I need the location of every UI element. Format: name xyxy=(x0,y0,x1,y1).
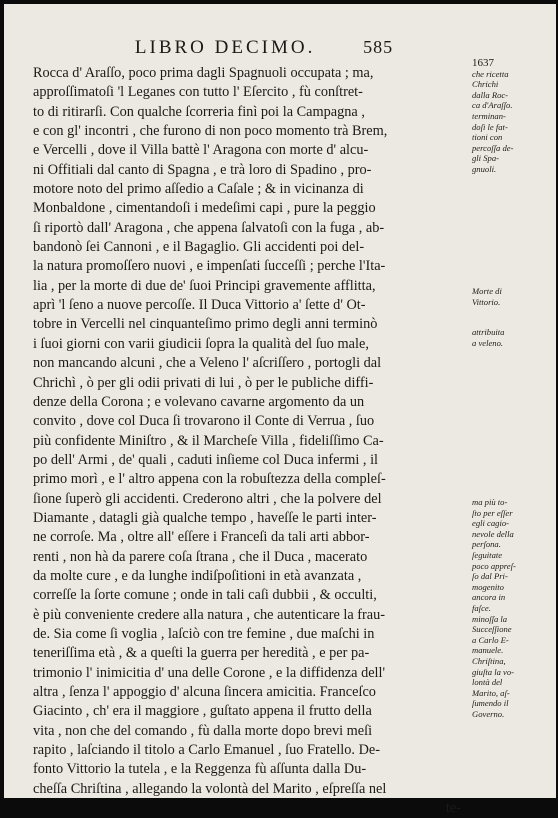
text-line: ni Offitiali dal canto di Spagna , e trà loro di Spadino , pro- xyxy=(33,161,372,178)
text-line: Diamante , datagli già qualche tempo , haveſſe le parti inter- xyxy=(33,509,377,526)
margin-note-line: Governo. xyxy=(472,708,505,719)
margin-note-line: che ricetta xyxy=(472,68,509,79)
margin-note-line: ſo dal Pri- xyxy=(472,571,508,582)
catchword: te- xyxy=(445,800,461,817)
text-line: po dell' Armi , de' quali , caduti inſieme col Duca infermi , il xyxy=(33,451,379,468)
margin-note-line: egli cagio- xyxy=(472,518,509,529)
margin-note-line: poco appreſ- xyxy=(472,560,516,571)
text-line: i ſuoi giorni con varii giudicii ſopra la qualità del ſuo male, xyxy=(33,335,369,352)
text-line: correſſe la ſorte comune ; onde in tali caſi dubbii , & occulti, xyxy=(33,587,377,604)
text-line: rapito , laſciando il titolo a Carlo Emanuel , ſuo Fratello. De- xyxy=(33,742,381,759)
margin-note-line: terminan- xyxy=(472,110,506,121)
text-line: e Vercelli , dove il Villa battè l' Aragona con morte d' alcu- xyxy=(33,142,369,159)
margin-note-line: perſona. xyxy=(472,539,501,550)
margin-note-line: gli Spa- xyxy=(472,153,499,164)
text-line: bandonò ſei Cannoni , e il Bagaglio. Gli accidenti poi del- xyxy=(33,239,365,256)
text-line: non mancando alcuni , che a Veleno l' aſcriſſero , portogli dal xyxy=(33,355,382,372)
margin-year: 1637 xyxy=(472,57,494,69)
text-line: convito , dove col Duca ſi trovarono il Conte di Verrua , ſuo xyxy=(33,413,375,430)
text-line: renti , non hà da parere coſa ſtrana , che il Duca , macerato xyxy=(33,548,368,565)
text-line: Chrichì , ò per gli odii privati di lui , ò per le publiche diffi- xyxy=(33,374,374,391)
text-line: Rocca d' Araſſo, poco prima dagli Spagnuoli occupata ; ma, xyxy=(33,65,374,81)
text-line: Giacinto , ch' era il maggiore , guſtato appena il frutto della xyxy=(33,703,372,720)
margin-note-line: Morte di xyxy=(472,286,502,296)
margin-note-line: doſi le fat- xyxy=(472,121,508,132)
margin-note-line: ſumendo il xyxy=(472,698,509,709)
text-line: e con gl' incontri , che furono di non poco momento trà Brem, xyxy=(33,123,388,140)
margin-note-line: percoſſa de- xyxy=(472,142,514,153)
margin-note-line: a veleno. xyxy=(472,337,504,348)
text-line: primo morì , e l' altro appena con la robuſtezza della compleſ- xyxy=(33,471,386,488)
margin-note-line: manuele. xyxy=(472,645,504,656)
text-line: fonto Vittorio la tutela , e la Reggenza fù aſſunta dalla Du- xyxy=(33,761,367,778)
running-head xyxy=(4,37,524,59)
margin-note-line: ancora in xyxy=(472,592,506,603)
text-line: to di ritirarſi. Con qualche ſcorreria finì poi la Campagna , xyxy=(33,103,365,120)
text-line: altra , ſenza l' appoggio d' alcuna ſincera amicitia. Franceſco xyxy=(33,684,376,700)
margin-note-line: Marito, aſ- xyxy=(472,687,510,698)
margin-note-line: Chrichi xyxy=(472,79,499,90)
text-line: ne corroſe. Ma , oltre all' eſſere i Franceſi da tali arti abbor- xyxy=(33,529,370,546)
text-line: ſione ſuperò gli accidenti. Crederono altri , che la polvere del xyxy=(33,490,382,507)
text-line: ſi riportò dall' Aragona , che appena ſalvatoſi con la fuga , ab- xyxy=(33,219,385,236)
book-page xyxy=(4,4,556,817)
text-line: motore noto del primo aſſedio a Caſale ; & in vicinanza di xyxy=(33,181,364,198)
margin-note-succession xyxy=(472,497,552,719)
text-line: più confidente Miniſtro , & il Marcheſe Villa , fideliſſimo Ca- xyxy=(33,432,384,449)
text-line: teneriſſima età , & a queſti la guerra per heredità , e per pa- xyxy=(33,645,370,662)
margin-note-line: giuſta la vo- xyxy=(472,666,515,677)
margin-note-line: ſto per eſſer xyxy=(472,507,513,518)
text-line: la natura promoſſero nuovi , e impenſati ſucceſſi ; perche l'Ita- xyxy=(33,258,386,275)
running-head-title: LIBRO DECIMO. xyxy=(134,37,316,58)
text-line: da molte cure , e da lunghe indiſpoſitioni in età avanzata , xyxy=(33,567,362,584)
margin-note-line: faſce. xyxy=(472,602,491,613)
margin-note-line: Vittorio. xyxy=(472,296,501,307)
text-line: approſſimatoſi 'l Leganes con tutto l' Eſercito , fù conſtret- xyxy=(33,84,363,101)
body-text xyxy=(33,64,461,818)
margin-note-line: a Carlo E- xyxy=(472,634,509,645)
text-line: è più conveniente credere alla natura , che autenticare la frau- xyxy=(33,606,386,623)
margin-note-line: attribuita xyxy=(472,327,505,337)
text-line: denze della Corona ; e volevano cavarne argomento da un xyxy=(33,393,365,410)
margin-note-death xyxy=(472,286,552,307)
text-line: vita , non che del comando , fù dalla morte dopo brevi meſi xyxy=(33,722,373,739)
margin-note-line: mogenito xyxy=(472,581,504,592)
text-line: lia , per la morte di due de' ſuoi Principi gravemente afflitta, xyxy=(33,277,376,294)
margin-note-line: ca d'Araſſo. xyxy=(472,100,513,111)
text-line: Monbaldone , cimentandoſi i medeſimi capi , pure la peggio xyxy=(33,200,376,217)
margin-note-capture xyxy=(472,58,552,175)
margin-note-line: Chriſtina, xyxy=(472,655,506,666)
margin-note-line: tioni con xyxy=(472,132,503,143)
text-line: cheſſa Chriſtina , allegando la volontà del Marito , eſpreſſa nel xyxy=(33,780,387,797)
text-line: trimonio l' inimicitia d' una delle Corone , e la diffidenza dell' xyxy=(33,664,386,681)
margin-note-line: dalla Roc- xyxy=(472,89,509,100)
margin-note-line: Succeſſione xyxy=(472,624,512,635)
margin-note-line: nevole della xyxy=(472,528,514,539)
margin-note-line: ma più to- xyxy=(472,497,508,507)
text-line: aprì 'l ſeno a nuove percoſſe. Il Duca Vittorio a' ſette d' Ot- xyxy=(33,297,366,314)
margin-note-line: ſeguitate xyxy=(472,549,503,560)
text-line: tobre in Vercelli nel cinquanteſimo primo degli anni terminò xyxy=(33,316,378,333)
margin-note-poison xyxy=(472,327,552,348)
margin-note-line: gnuoli. xyxy=(472,163,497,174)
page-number: 585 xyxy=(363,37,394,57)
margin-note-line: lontà del xyxy=(472,677,503,688)
text-line: de. Sia come ſi voglia , laſciò con tre femine , due maſchi in xyxy=(33,625,375,642)
margin-note-line: minoſſa la xyxy=(472,613,508,624)
